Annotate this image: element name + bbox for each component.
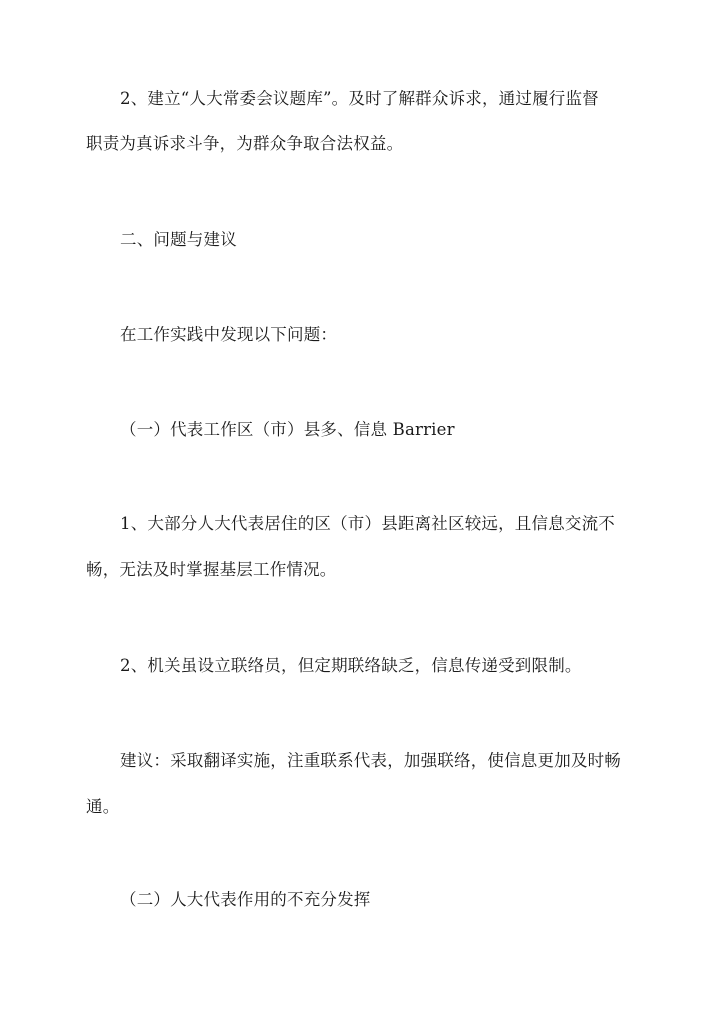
paragraph-item-2-line-1: 2、建立“人大常委会议题库”。及时了解群众诉求，通过履行监督 bbox=[120, 89, 599, 108]
intro-sentence: 在工作实践中发现以下问题： bbox=[120, 325, 338, 344]
suggestion-line-2: 通。 bbox=[86, 797, 120, 816]
section-heading-problems: 二、问题与建议 bbox=[120, 230, 237, 249]
subheading-2: （二）人大代表作用的不充分发挥 bbox=[120, 890, 371, 909]
problem-2: 2、机关虽设立联络员，但定期联络缺乏，信息传递受到限制。 bbox=[120, 656, 582, 675]
problem-1-line-2: 畅，无法及时掌握基层工作情况。 bbox=[86, 560, 337, 579]
problem-1-line-1: 1、大部分人大代表居住的区（市）县距离社区较远，且信息交流不 bbox=[120, 514, 615, 533]
suggestion-line-1: 建议：采取翻译实施，注重联系代表，加强联络，使信息更加及时畅 bbox=[120, 751, 621, 770]
paragraph-item-2-line-2: 职责为真诉求斗争，为群众争取合法权益。 bbox=[86, 134, 404, 153]
subheading-1: （一）代表工作区（市）县多、信息 Barrier bbox=[120, 420, 455, 439]
